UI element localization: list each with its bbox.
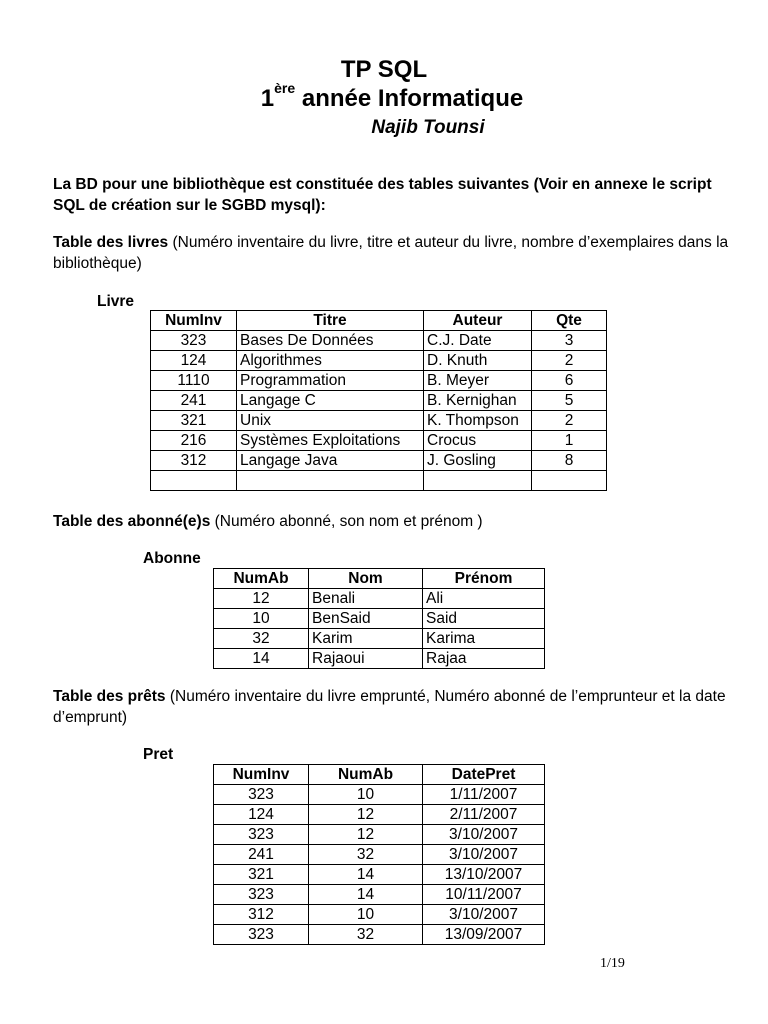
table-cell: 1110: [151, 371, 237, 391]
column-header: NumInv: [151, 311, 237, 331]
table-cell: 8: [532, 451, 607, 471]
table-row: [214, 589, 545, 609]
table-cell: 1/11/2007: [423, 785, 545, 805]
table-cell: B. Meyer: [424, 371, 532, 391]
column-header: Prénom: [423, 569, 545, 589]
table-cell: Karima: [423, 629, 545, 649]
table-cell: 14: [309, 885, 423, 905]
table-cell: 13/10/2007: [423, 865, 545, 885]
table-cell: [151, 471, 237, 491]
abonnes-heading: Table des abonné(e)s: [53, 513, 211, 530]
table-cell: 3/10/2007: [423, 845, 545, 865]
table-cell: C.J. Date: [424, 331, 532, 351]
table-row: [151, 371, 607, 391]
table-cell: 10: [214, 609, 309, 629]
table-cell: Algorithmes: [237, 351, 424, 371]
table-cell: 2: [532, 351, 607, 371]
table-cell: 3/10/2007: [423, 825, 545, 845]
table-row: [151, 411, 607, 431]
table-cell: Bases De Données: [237, 331, 424, 351]
page-title: TP SQL: [340, 56, 428, 83]
pret-table-label: Pret: [143, 746, 174, 763]
table-row: [151, 471, 607, 491]
table-cell: 14: [214, 649, 309, 669]
table-cell: 124: [151, 351, 237, 371]
table-row: [151, 451, 607, 471]
table-cell: 14: [309, 865, 423, 885]
table-cell: Langage C: [237, 391, 424, 411]
table-cell: 10/11/2007: [423, 885, 545, 905]
table-row: [214, 649, 545, 669]
table-cell: Benali: [309, 589, 423, 609]
column-header: NumInv: [214, 765, 309, 785]
column-header: NumAb: [309, 765, 423, 785]
table-row: [214, 629, 545, 649]
table-cell: 241: [214, 845, 309, 865]
table-header-row: [214, 765, 545, 785]
table-cell: 124: [214, 805, 309, 825]
year-number: 1: [260, 85, 275, 112]
table-row: [214, 825, 545, 845]
table-cell: 10: [309, 905, 423, 925]
table-cell: 312: [214, 905, 309, 925]
table-row: [214, 785, 545, 805]
abonne-table-body: [214, 589, 545, 669]
table-cell: 12: [214, 589, 309, 609]
column-header: Titre: [237, 311, 424, 331]
table-row: [214, 885, 545, 905]
table-cell: 2/11/2007: [423, 805, 545, 825]
abonnes-description-text: (Numéro abonné, son nom et prénom ): [210, 513, 483, 530]
table-row: [151, 431, 607, 451]
table-cell: Rajaa: [423, 649, 545, 669]
abonne-table: [213, 568, 545, 669]
prets-description-text: (Numéro inventaire du livre emprunté, Numéro abonné de l’emprunteur et la date d’emprunt): [53, 688, 726, 726]
table-row: [214, 925, 545, 945]
column-header: Nom: [309, 569, 423, 589]
table-cell: 3: [532, 331, 607, 351]
table-cell: K. Thompson: [424, 411, 532, 431]
abonne-table-label: Abonne: [143, 550, 201, 567]
table-row: [214, 865, 545, 885]
author-name: Najib Tounsi: [371, 117, 485, 138]
table-cell: Crocus: [424, 431, 532, 451]
prets-heading: Table des prêts: [53, 688, 166, 705]
table-cell: Systèmes Exploitations: [237, 431, 424, 451]
table-cell: 32: [214, 629, 309, 649]
table-row: [151, 351, 607, 371]
page-subtitle: [8, 80, 768, 114]
year-superscript: ère: [274, 80, 296, 96]
table-cell: [237, 471, 424, 491]
table-row: [214, 805, 545, 825]
table-cell: 32: [309, 845, 423, 865]
table-cell: 323: [214, 825, 309, 845]
table-cell: B. Kernighan: [424, 391, 532, 411]
table-row: [214, 609, 545, 629]
column-header: NumAb: [214, 569, 309, 589]
table-cell: Said: [423, 609, 545, 629]
column-header: DatePret: [423, 765, 545, 785]
table-cell: Rajaoui: [309, 649, 423, 669]
table-cell: Unix: [237, 411, 424, 431]
table-cell: 321: [214, 865, 309, 885]
livre-table-body: [151, 331, 607, 491]
table-cell: 3/10/2007: [423, 905, 545, 925]
table-cell: 13/09/2007: [423, 925, 545, 945]
table-cell: [424, 471, 532, 491]
abonnes-description: [53, 511, 733, 532]
table-row: [151, 331, 607, 351]
table-cell: 10: [309, 785, 423, 805]
table-cell: [532, 471, 607, 491]
table-cell: Ali: [423, 589, 545, 609]
table-cell: 12: [309, 805, 423, 825]
table-cell: Langage Java: [237, 451, 424, 471]
table-cell: 1: [532, 431, 607, 451]
table-cell: 5: [532, 391, 607, 411]
table-cell: Programmation: [237, 371, 424, 391]
year-text: année Informatique: [295, 85, 524, 112]
livres-description: [53, 232, 733, 274]
table-cell: D. Knuth: [424, 351, 532, 371]
intro-paragraph: La BD pour une bibliothèque est constituée des tables suivantes (Voir en annexe le script SQL de création sur le SGBD mysql):: [53, 176, 712, 214]
table-cell: 6: [532, 371, 607, 391]
table-cell: 323: [214, 885, 309, 905]
table-cell: 321: [151, 411, 237, 431]
table-header-row: [214, 569, 545, 589]
table-cell: J. Gosling: [424, 451, 532, 471]
livres-description-text: (Numéro inventaire du livre, titre et auteur du livre, nombre d’exemplaires dans la bibliothèque): [53, 234, 729, 272]
table-cell: 312: [151, 451, 237, 471]
pret-table-body: [214, 785, 545, 945]
table-header-row: [151, 311, 607, 331]
livre-table: [150, 310, 607, 491]
table-cell: 2: [532, 411, 607, 431]
table-cell: 323: [214, 925, 309, 945]
table-cell: BenSaid: [309, 609, 423, 629]
column-header: Auteur: [424, 311, 532, 331]
table-row: [214, 845, 545, 865]
page-number: 1/19: [600, 956, 625, 971]
livre-table-label: Livre: [97, 293, 135, 310]
table-cell: 32: [309, 925, 423, 945]
livres-heading: Table des livres: [53, 234, 169, 251]
prets-description: [53, 686, 733, 728]
table-row: [151, 391, 607, 411]
table-row: [214, 905, 545, 925]
pret-table: [213, 764, 545, 945]
table-cell: 241: [151, 391, 237, 411]
table-cell: 12: [309, 825, 423, 845]
table-cell: 323: [151, 331, 237, 351]
table-cell: Karim: [309, 629, 423, 649]
column-header: Qte: [532, 311, 607, 331]
table-cell: 216: [151, 431, 237, 451]
table-cell: 323: [214, 785, 309, 805]
